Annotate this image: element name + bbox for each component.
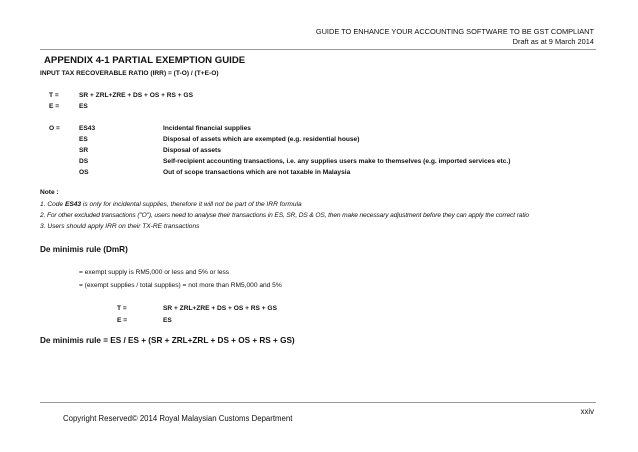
note-line-2: 2. For other excluded transactions ("O"), users need to analyse their transactions in ES, SR, DS & OS, then make necessary adjustment before they can apply the correct ratio: [40, 212, 529, 219]
dmr-def-t-key: T =: [117, 305, 127, 312]
o-item-desc: Out of scope transactions which are not taxable in Malaysia: [163, 169, 351, 176]
o-item-code: DS: [79, 158, 89, 165]
note-heading: Note :: [40, 189, 59, 196]
de-minimis-line-2: = (exempt supplies / total supplies) = not more than RM5,000 and 5%: [79, 282, 282, 289]
irr-formula: INPUT TAX RECOVERABLE RATIO (IRR) = (T-O) / (T+E-O): [40, 70, 219, 77]
header-divider: [40, 49, 596, 50]
dmr-def-e-value: ES: [163, 317, 172, 324]
def-t-key: T =: [49, 92, 59, 99]
header-draft-date: Draft as at 9 March 2014: [512, 37, 594, 46]
note-line-1: 1. Code ES43 is only for incidental supplies, therefore it will not be part of the IRR formula: [40, 201, 302, 208]
de-minimis-line-1: = exempt supply is RM5,000 or less and 5% or less: [79, 269, 230, 276]
o-item-desc: Disposal of assets which are exempted (e.g. residential house): [163, 136, 360, 143]
copyright: Copyright Reserved© 2014 Royal Malaysian Customs Department: [63, 414, 293, 423]
de-minimis-formula: De minimis rule = ES / ES + (SR + ZRL+ZRL + DS + OS + RS + GS): [40, 336, 295, 345]
footer-divider: [40, 402, 596, 403]
appendix-title: APPENDIX 4-1 PARTIAL EXEMPTION GUIDE: [44, 55, 246, 66]
o-item-code: OS: [79, 169, 89, 176]
page-number: xxiv: [580, 407, 594, 416]
dmr-def-e-key: E =: [117, 317, 128, 324]
o-item-desc: Incidental financial supplies: [163, 125, 251, 132]
def-o-key: O =: [49, 125, 60, 132]
header-title: GUIDE TO ENHANCE YOUR ACCOUNTING SOFTWARE TO BE GST COMPLIANT: [315, 27, 594, 36]
dmr-def-t-value: SR + ZRL+ZRE + DS + OS + RS + GS: [163, 305, 277, 312]
o-item-code: SR: [79, 147, 89, 154]
o-item-code: ES43: [79, 125, 96, 132]
o-item-code: ES: [79, 136, 88, 143]
o-item-desc: Disposal of assets: [163, 147, 221, 154]
def-e-value: ES: [79, 103, 88, 110]
note-code-es43: ES43: [64, 201, 82, 208]
o-item-desc: Self-recipient accounting transactions, i.e. any supplies users make to themselves (e.g. imported services etc.): [163, 158, 511, 165]
note-line-3: 3. Users should apply IRR on their TX-RE transactions: [40, 223, 200, 230]
def-t-value: SR + ZRL+ZRE + DS + OS + RS + GS: [79, 92, 193, 99]
def-e-key: E =: [49, 103, 60, 110]
de-minimis-heading: De minimis rule (DmR): [40, 245, 128, 254]
